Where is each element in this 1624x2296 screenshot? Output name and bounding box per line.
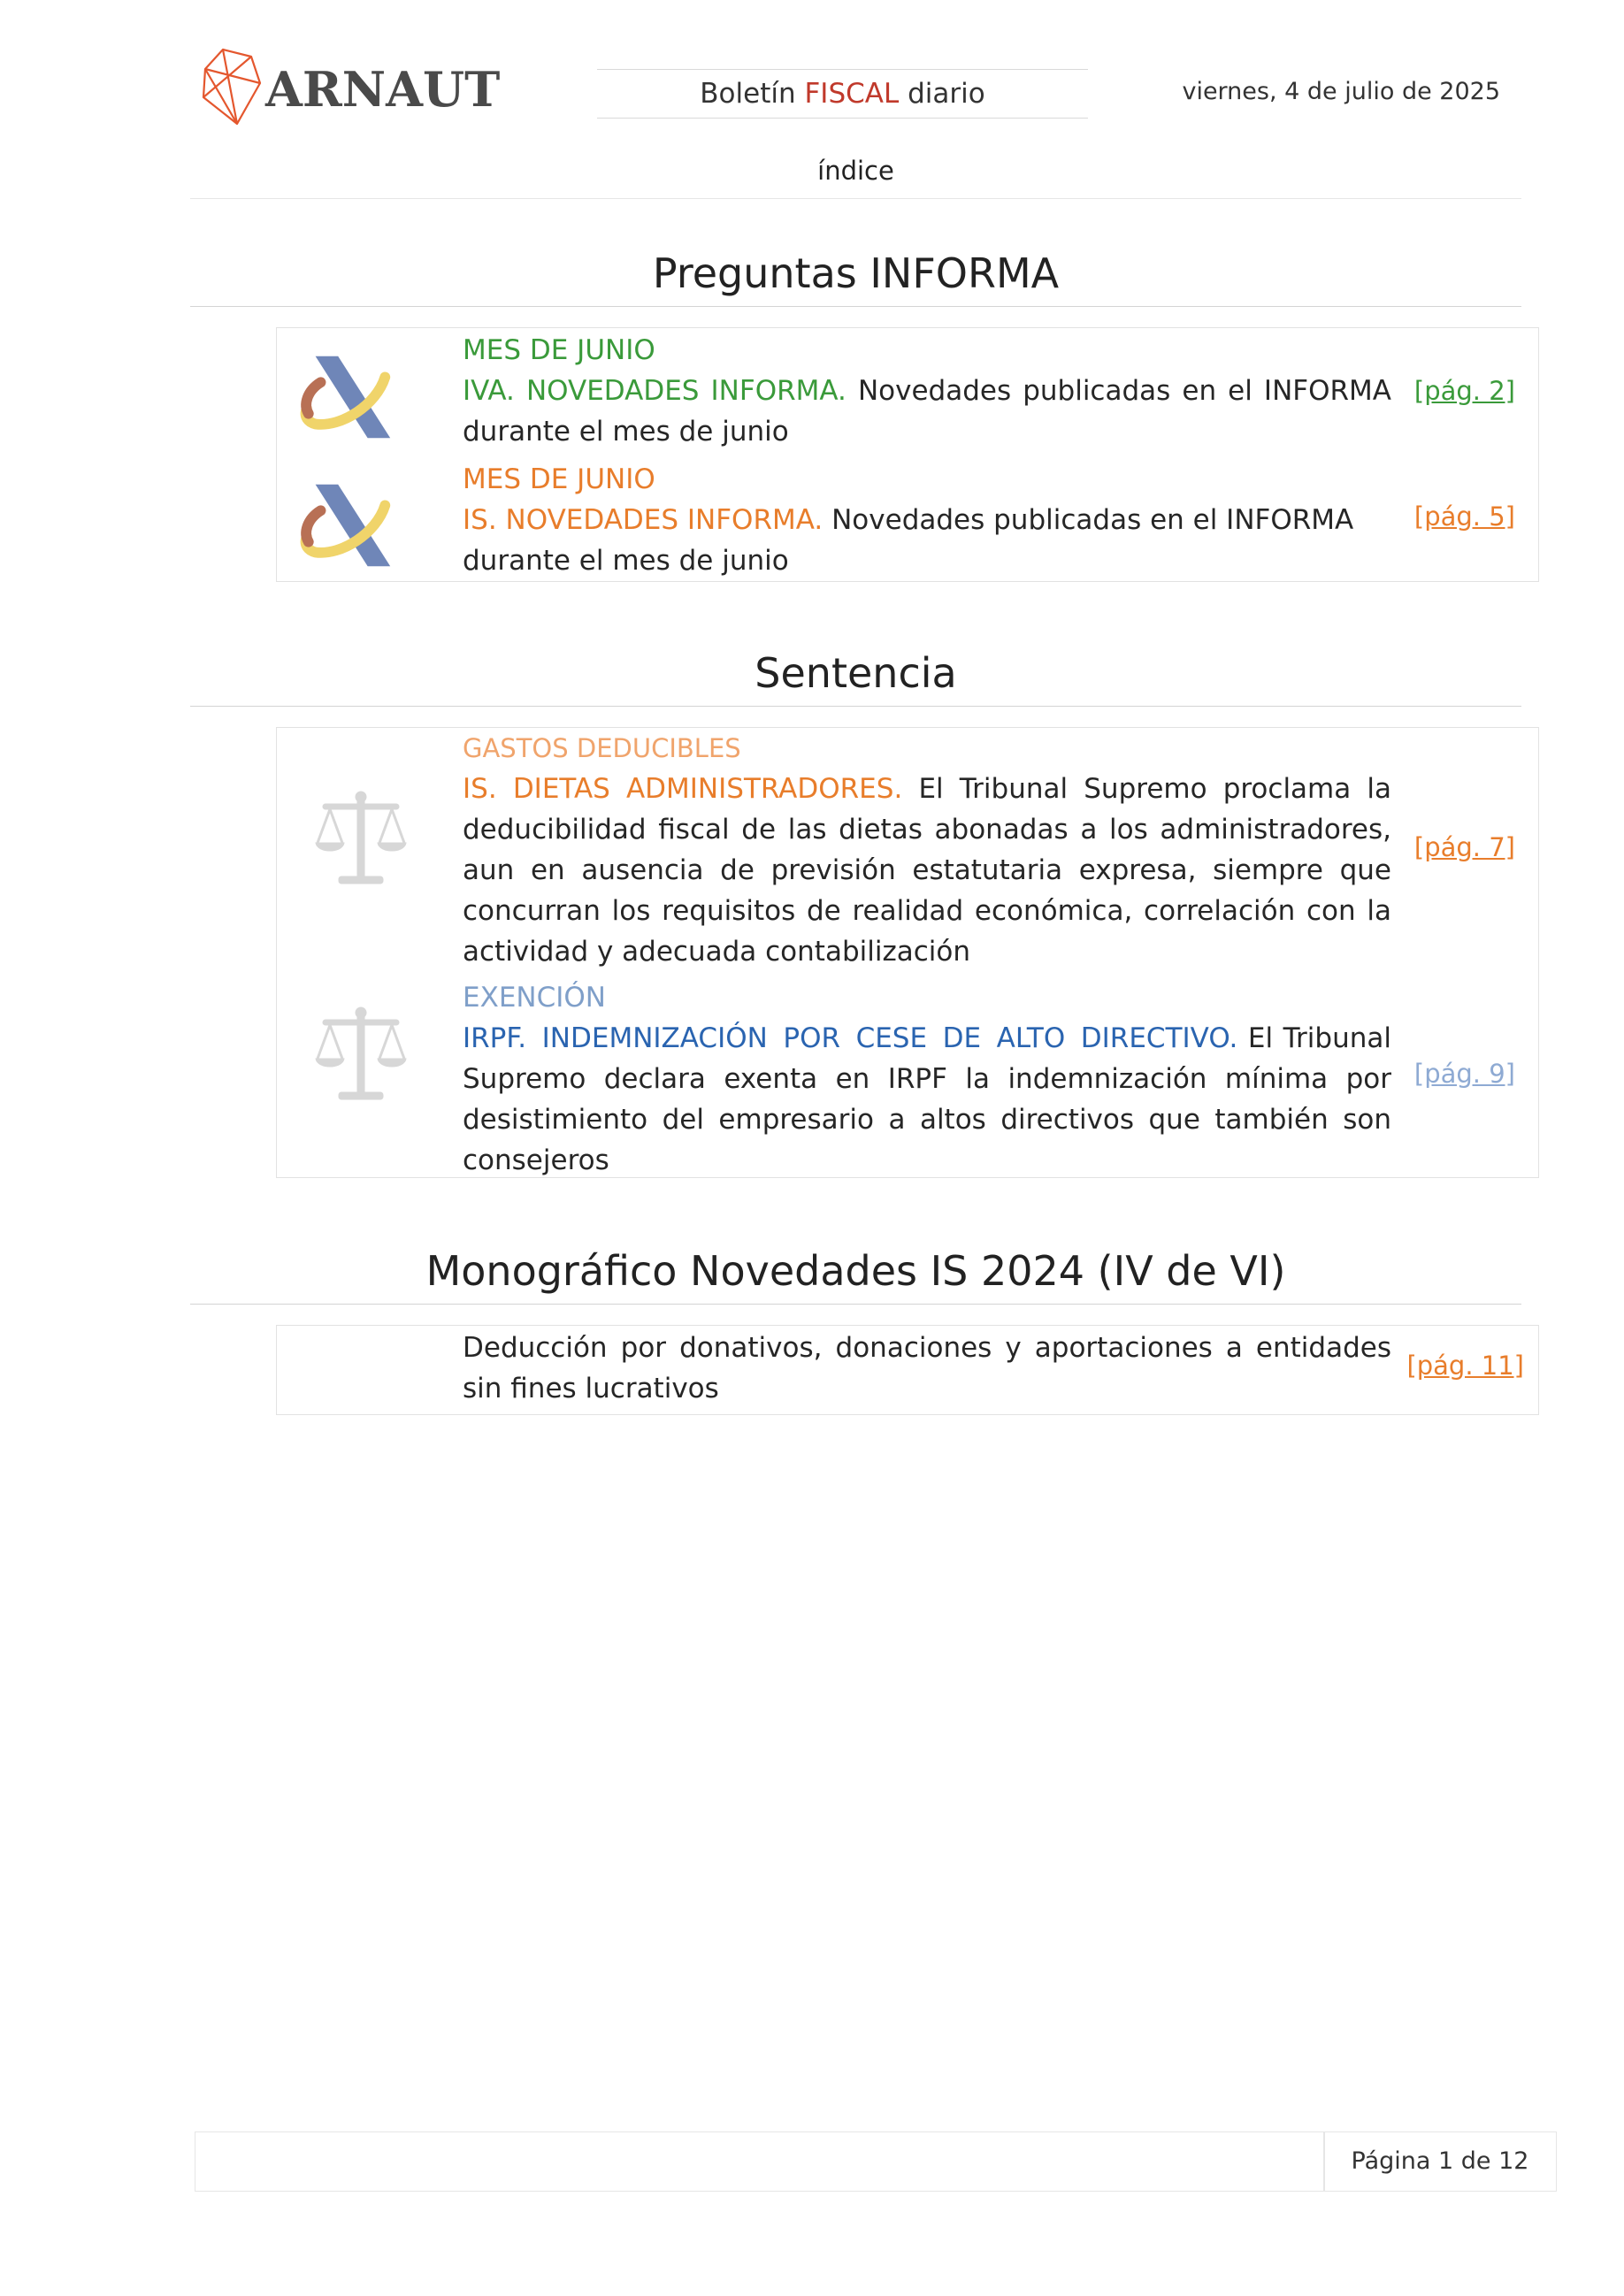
entry-category: GASTOS DEDUCIBLES [463,733,741,763]
entry-text: El Tribunal Supremo declara exenta en IRPF la indemnización mínima por desistimiento del empresario a altos directivos que también son consejeros [463,1022,1391,1176]
entry-headline: IS. NOVEDADES INFORMA. [463,504,823,536]
section-title-monografico: Monográfico Novedades IS 2024 (IV de VI) [190,1247,1521,1305]
entry-text: Novedades publicadas en el INFORMA durante el mes de junio [463,375,1391,448]
index-entry [463,728,1391,972]
section-title-preguntas-informa: Preguntas INFORMA [190,249,1521,307]
scales-of-justice-icon [312,1004,410,1106]
index-entry [463,977,1391,1181]
aeat-logo-icon [296,472,401,577]
bulletin-title-prefix: Boletín [700,78,805,110]
entry-text: Deducción por donativos, donaciones y aportaciones a entidades sin fines lucrativos [463,1332,1391,1404]
logo-wordmark: ARNAUT [265,61,501,118]
aeat-logo-icon [296,344,401,448]
page-link[interactable]: [pág. 7] [1413,832,1515,862]
entry-headline: IVA. NOVEDADES INFORMA. [463,375,846,407]
page-number: Página 1 de 12 [1323,2131,1557,2192]
footer-left-cell [195,2131,1325,2192]
section-box-sentencia [276,727,1539,1178]
entry-text: El Tribunal Supremo proclama la deducibilidad fiscal de las dietas abonadas a los administradores, aun en ausencia de previsión estatutaria expresa, siempre que concurran los requisitos de realidad económica, correlación con la actividad y adecuada contabilización [463,773,1391,968]
section-box-monografico [276,1325,1539,1415]
bulletin-title-accent: FISCAL [804,78,900,110]
section-box-preguntas-informa [276,327,1539,582]
page-link[interactable]: [pág. 2] [1413,376,1515,406]
scales-of-justice-icon [312,788,410,891]
entry-category: MES DE JUNIO [463,334,655,366]
index-entry [463,330,1391,452]
section-title-sentencia: Sentencia [190,649,1521,707]
page-link[interactable]: [pág. 9] [1413,1059,1515,1089]
entry-headline: IRPF. INDEMNIZACIÓN POR CESE DE ALTO DIRECTIVO. [463,1022,1238,1054]
index-heading: índice [190,156,1521,199]
page-link[interactable]: [pág. 5] [1413,501,1515,532]
entry-text: Novedades publicadas en el INFORMA durante el mes de junio [463,504,1354,577]
arnaut-logo-icon [196,42,501,131]
bulletin-date: viernes, 4 de julio de 2025 [1182,78,1500,105]
index-entry [463,459,1391,581]
page-link[interactable]: [pág. 11] [1406,1351,1524,1381]
index-entry [463,1328,1391,1409]
bulletin-title-suffix: diario [899,78,985,110]
entry-headline: IS. DIETAS ADMINISTRADORES. [463,773,903,805]
entry-category: MES DE JUNIO [463,463,655,495]
bulletin-title [597,69,1088,119]
entry-category: EXENCIÓN [463,982,606,1014]
